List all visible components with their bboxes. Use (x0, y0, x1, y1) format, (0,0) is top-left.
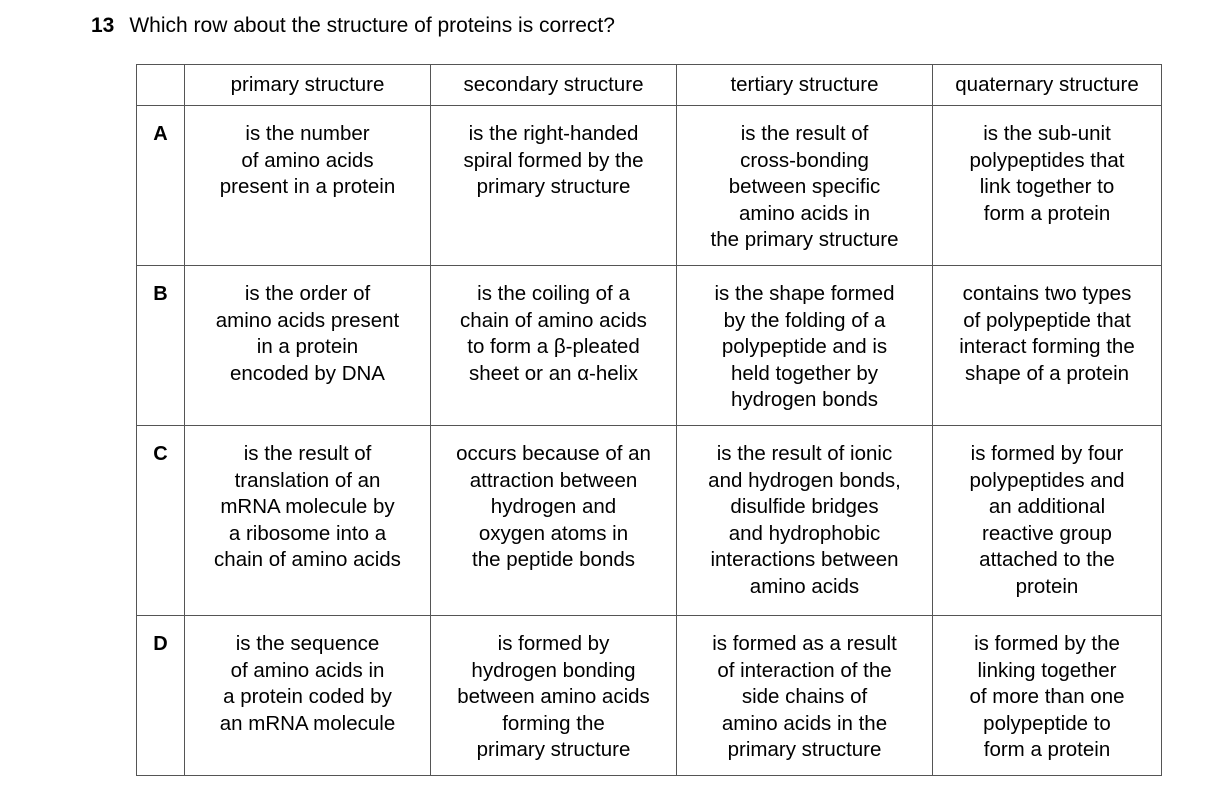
cell-quaternary-structure (933, 106, 1162, 266)
cell-line: is formed as a result (712, 632, 897, 655)
table-row (137, 426, 1162, 616)
cell-quaternary-structure (933, 616, 1162, 776)
cell-line: of more than one (969, 685, 1125, 708)
cell-line: hydrogen bonding (471, 658, 636, 682)
cell-line: translation of an (234, 468, 381, 492)
cell-line: amino acids (749, 574, 860, 598)
cell-tertiary-structure (677, 266, 933, 426)
cell-line: sheet or an α-helix (468, 361, 639, 385)
cell-line: is the result of (243, 442, 372, 465)
cell-line: contains two types (962, 282, 1132, 305)
cell-line: hydrogen and (490, 495, 617, 518)
cell-line: is the result of ionic (716, 442, 893, 465)
cell-line: side chains of (741, 685, 868, 708)
cell-line: is formed by four (970, 442, 1124, 465)
cell-line: the peptide bonds (472, 548, 635, 571)
row-label: A (137, 106, 185, 266)
cell-secondary-structure (431, 616, 677, 776)
cell-quaternary-structure (933, 266, 1162, 426)
cell-line: is the shape formed (714, 282, 895, 305)
table-row (137, 106, 1162, 266)
cell-line: linking together (977, 658, 1117, 682)
row-label: B (137, 266, 185, 426)
cell-primary-structure (185, 426, 431, 616)
cell-line: an additional (988, 495, 1106, 518)
cell-line: polypeptide and is (721, 335, 888, 358)
table-row (137, 266, 1162, 426)
cell-tertiary-structure (677, 426, 933, 616)
cell-line: of interaction of the (717, 658, 892, 682)
cell-line: interact forming the (959, 335, 1135, 358)
cell-line: in a protein (256, 335, 359, 358)
cell-line: is the order of (244, 282, 371, 305)
cell-line: is the coiling of a (477, 282, 630, 305)
cell-line: is the sequence (235, 632, 380, 655)
cell-line: a ribosome into a (228, 521, 387, 545)
cell-line: polypeptides and (969, 468, 1125, 492)
cell-line: is the right-handed (468, 122, 639, 145)
cell-line: interactions between (710, 548, 899, 571)
cell-secondary-structure (431, 426, 677, 616)
cell-line: chain of amino acids (214, 548, 401, 571)
header-secondary-structure: secondary structure (431, 65, 677, 106)
cell-line: held together by (730, 361, 879, 385)
cell-line: hydrogen bonds (730, 388, 879, 411)
row-label: C (137, 426, 185, 616)
cell-line: cross-bonding (740, 148, 869, 172)
cell-primary-structure (185, 106, 431, 266)
cell-tertiary-structure (677, 616, 933, 776)
cell-line: and hydrogen bonds, (708, 468, 901, 492)
cell-line: and hydrophobic (728, 521, 881, 545)
cell-line: of polypeptide that (963, 308, 1131, 332)
question-heading (91, 12, 615, 40)
cell-line: amino acids in the (721, 711, 888, 735)
cell-line: between specific (728, 175, 881, 198)
cell-line: shape of a protein (964, 361, 1130, 385)
cell-line: reactive group (982, 521, 1112, 545)
cell-line: amino acids present (215, 308, 400, 332)
cell-line: primary structure (727, 738, 882, 761)
cell-line: polypeptide to (983, 711, 1111, 735)
cell-line: encoded by DNA (230, 361, 385, 385)
cell-line: chain of amino acids (460, 308, 647, 332)
cell-line: present in a protein (219, 175, 396, 198)
row-label: D (137, 616, 185, 776)
cell-line: an mRNA molecule (219, 711, 396, 735)
cell-line: attached to the (979, 548, 1115, 571)
cell-line: protein (1015, 574, 1079, 598)
header-quaternary-structure: quaternary structure (933, 65, 1162, 106)
cell-secondary-structure (431, 106, 677, 266)
table-row (137, 616, 1162, 776)
cell-line: is the number (245, 122, 370, 145)
cell-line: is the sub-unit (983, 122, 1111, 145)
cell-line: is the result of (740, 122, 869, 145)
cell-line: oxygen atoms in (478, 521, 629, 545)
cell-line: of amino acids in (230, 658, 385, 682)
cell-line: attraction between (469, 468, 638, 492)
cell-secondary-structure (431, 266, 677, 426)
cell-line: the primary structure (710, 228, 899, 251)
cell-line: occurs because of an (456, 442, 651, 465)
cell-line: is formed by the (974, 632, 1120, 655)
cell-line: form a protein (983, 738, 1111, 761)
header-corner (137, 65, 185, 106)
cell-primary-structure (185, 266, 431, 426)
cell-tertiary-structure (677, 106, 933, 266)
cell-line: a protein coded by (223, 685, 392, 708)
cell-line: polypeptides that (969, 148, 1125, 172)
cell-line: spiral formed by the (463, 148, 644, 172)
cell-line: between amino acids (457, 685, 650, 708)
cell-line: form a protein (983, 201, 1111, 225)
answer-table (136, 64, 1162, 776)
cell-line: primary structure (476, 738, 631, 761)
cell-line: to form a β-pleated (467, 335, 640, 358)
cell-line: link together to (979, 175, 1115, 198)
cell-line: of amino acids (241, 148, 374, 172)
cell-line: primary structure (476, 175, 631, 198)
question-number: 13 (91, 14, 115, 37)
header-primary-structure: primary structure (185, 65, 431, 106)
cell-line: is formed by (497, 632, 610, 655)
cell-line: disulfide bridges (730, 495, 879, 518)
cell-quaternary-structure (933, 426, 1162, 616)
table-header-row (137, 65, 1162, 106)
cell-line: forming the (502, 711, 605, 735)
question-text: Which row about the structure of proteins is correct? (129, 14, 615, 37)
cell-line: mRNA molecule by (220, 495, 395, 518)
header-tertiary-structure: tertiary structure (677, 65, 933, 106)
cell-line: amino acids in (738, 201, 871, 225)
cell-line: by the folding of a (723, 308, 886, 332)
cell-primary-structure (185, 616, 431, 776)
